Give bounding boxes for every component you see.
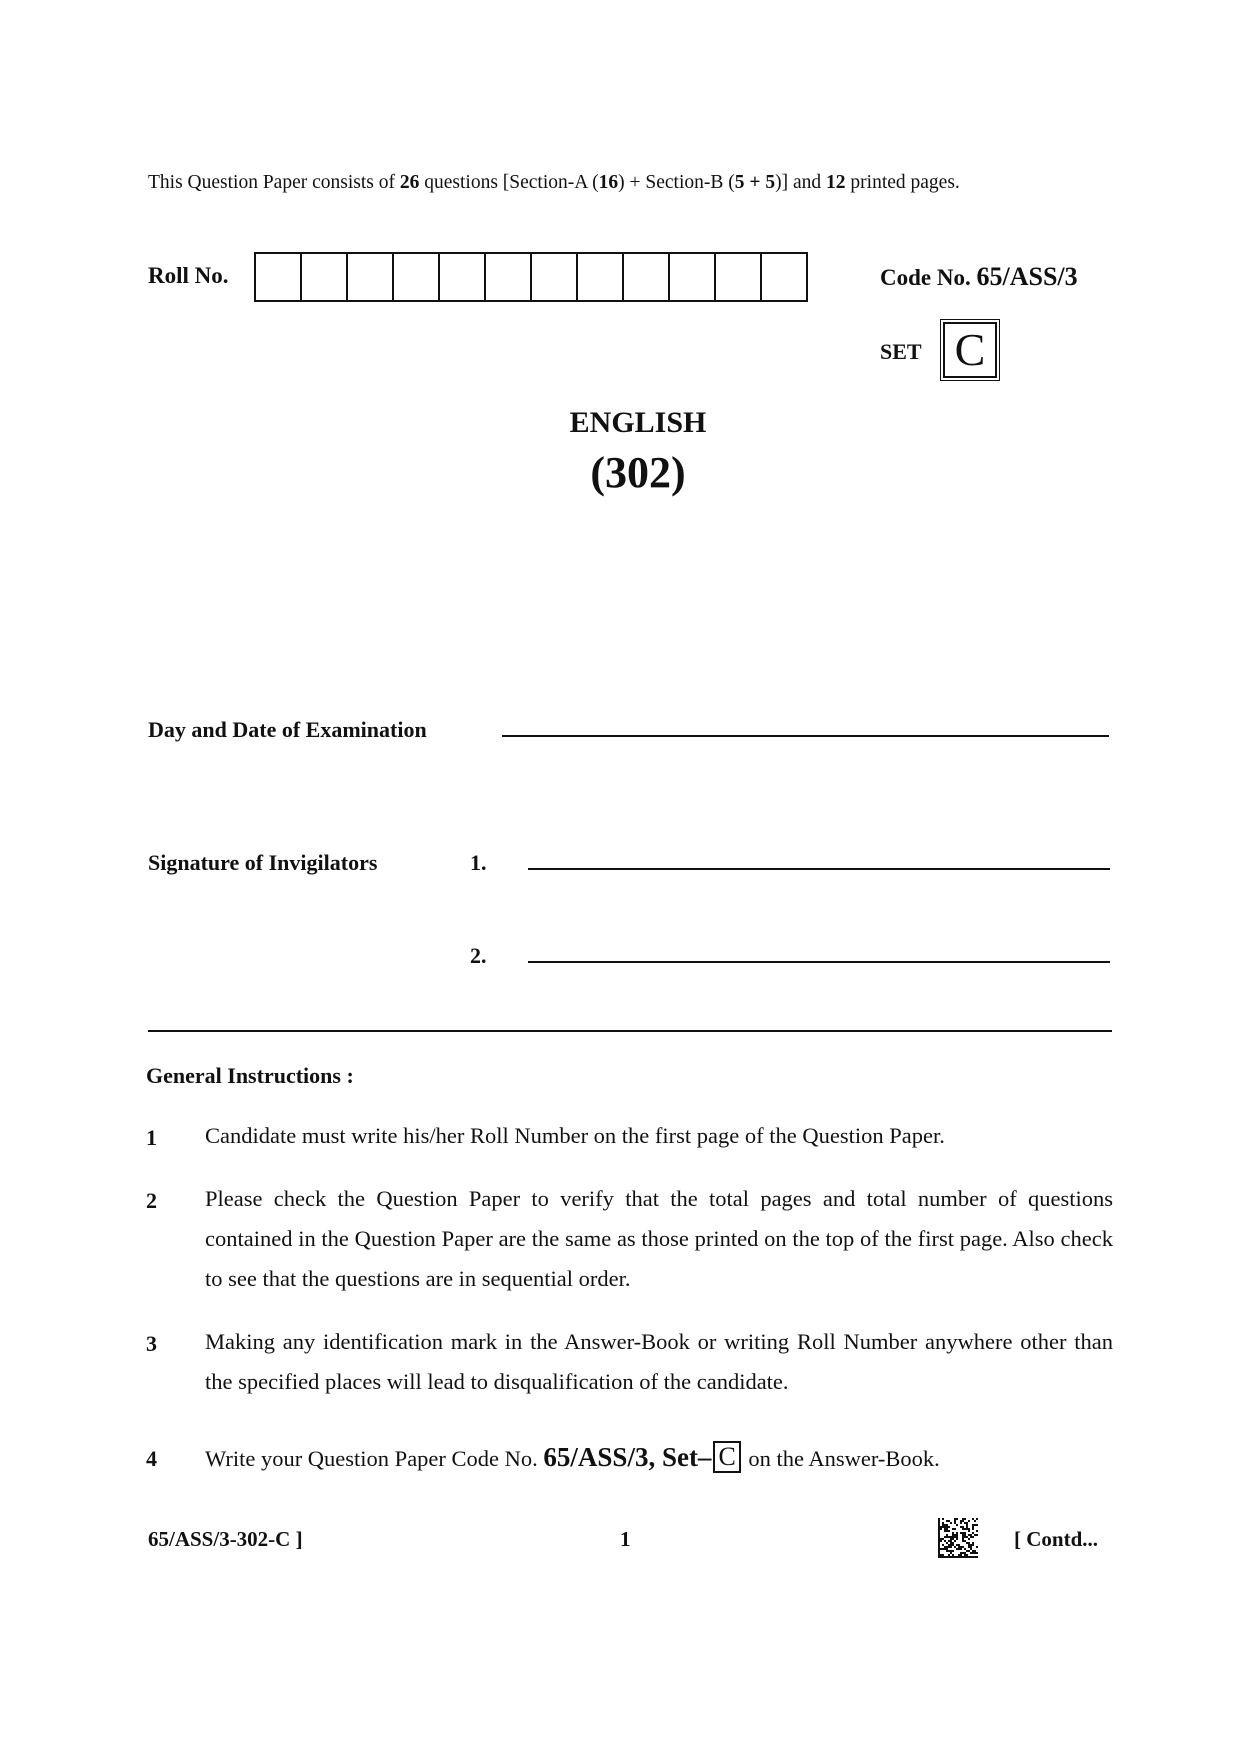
page-number: 1 xyxy=(620,1527,631,1551)
instruction-4-code: 65/ASS/3, Set– xyxy=(543,1442,712,1472)
signature-1-line[interactable] xyxy=(528,868,1110,870)
subject-code: (302) xyxy=(590,448,686,497)
roll-number-box[interactable] xyxy=(532,254,578,300)
roll-number-box[interactable] xyxy=(256,254,302,300)
roll-number-box[interactable] xyxy=(624,254,670,300)
general-instructions-heading: General Instructions : xyxy=(146,1063,354,1088)
roll-number-box[interactable] xyxy=(670,254,716,300)
roll-number-box[interactable] xyxy=(394,254,440,300)
subject-title: ENGLISH xyxy=(569,406,707,439)
signature-2-number: 2. xyxy=(470,943,487,968)
instruction-4-set-box: C xyxy=(713,1441,740,1473)
code-number xyxy=(880,262,1078,292)
instruction-4-number: 4 xyxy=(146,1446,157,1471)
instruction-3-text: Making any identification mark in the Answer-Book or writing Roll Number anywhere other than the specified places will lead to disqualification of the candidate. xyxy=(205,1329,1113,1394)
pages-count: 12 xyxy=(826,172,846,193)
code-label: Code No. xyxy=(880,265,977,290)
roll-number-boxes[interactable] xyxy=(254,252,808,302)
section-a-count: 16 xyxy=(598,172,619,193)
set-value-box: C xyxy=(943,322,997,378)
instruction-1-text: Candidate must write his/her Roll Number on the first page of the Question Paper. xyxy=(205,1123,945,1148)
section-b-count: 5 + 5 xyxy=(734,172,776,193)
instruction-2-text: Please check the Question Paper to verify that the total pages and total number of questions contained in the Question Paper are the same as those printed on the top of the first page. Also check to see that the questions are in sequential order. xyxy=(205,1186,1113,1291)
footer-paper-code: 65/ASS/3-302-C ] xyxy=(148,1527,303,1551)
qr-code-icon xyxy=(938,1518,978,1558)
signature-1-number: 1. xyxy=(470,850,487,875)
invigilator-signature-label: Signature of Invigilators xyxy=(148,850,378,875)
roll-number-box[interactable] xyxy=(578,254,624,300)
signature-2-line[interactable] xyxy=(528,961,1110,963)
instruction-2-number: 2 xyxy=(146,1188,157,1213)
paper-summary-line: This Question Paper consists of 26 questions [Section-A (16) + Section-B (5 + 5)] and 12 printed pages. xyxy=(148,172,960,193)
roll-number-box[interactable] xyxy=(302,254,348,300)
questions-count: 26 xyxy=(399,172,420,193)
section-divider xyxy=(148,1030,1112,1032)
roll-number-label: Roll No. xyxy=(148,263,229,288)
instruction-1-number: 1 xyxy=(146,1125,157,1150)
instruction-4-text: Write your Question Paper Code No. 65/ASS/3, Set– C on the Answer-Book. xyxy=(205,1442,940,1472)
continued-label: [ Contd... xyxy=(1014,1527,1099,1551)
roll-number-box[interactable] xyxy=(348,254,394,300)
roll-number-box[interactable] xyxy=(486,254,532,300)
code-value: 65/ASS/3 xyxy=(976,262,1078,291)
roll-number-box[interactable] xyxy=(716,254,762,300)
set-label: SET xyxy=(880,339,922,364)
instruction-3-number: 3 xyxy=(146,1331,157,1356)
roll-number-box[interactable] xyxy=(762,254,806,300)
roll-number-box[interactable] xyxy=(440,254,486,300)
exam-date-line[interactable] xyxy=(502,735,1109,737)
exam-date-label: Day and Date of Examination xyxy=(148,717,427,742)
